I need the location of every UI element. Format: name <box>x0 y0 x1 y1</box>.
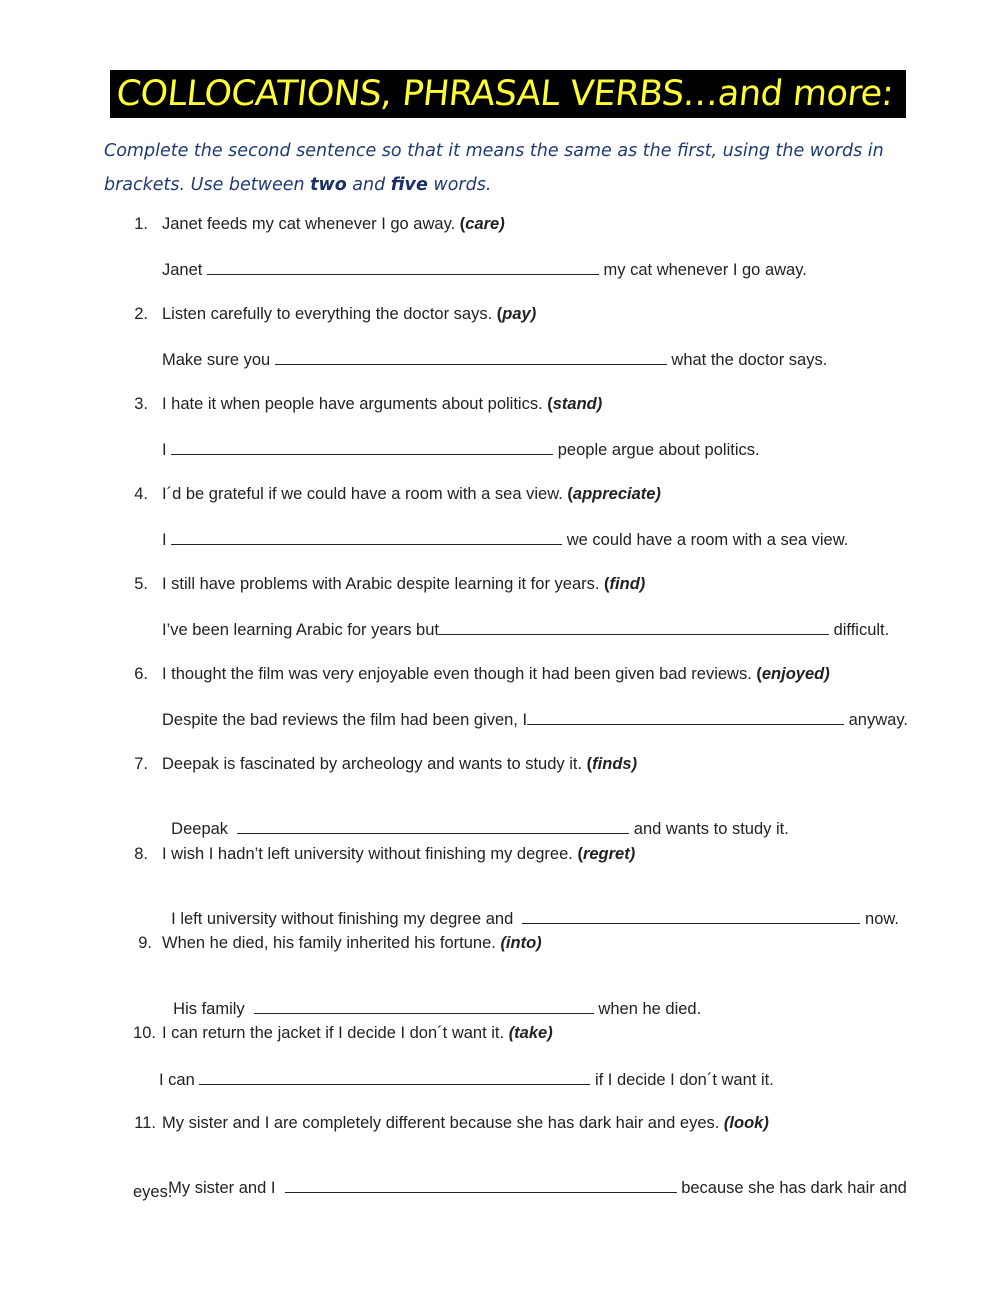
answer-prefix: I <box>162 531 172 549</box>
question-text: Deepak is fascinated by archeology and wants to study it. (finds) <box>162 755 638 773</box>
answer-blank[interactable] <box>275 350 667 365</box>
question-text: I can return the jacket if I decide I don´t want it. (take) <box>162 1024 553 1042</box>
keyword: pay) <box>502 305 537 323</box>
answer-line-5 <box>162 620 889 640</box>
question-number: 3. <box>134 395 148 413</box>
instructions-two: two <box>310 175 347 195</box>
answer-suffix: when he died. <box>593 1000 702 1018</box>
answer-suffix-wrap: eyes. <box>133 1183 173 1201</box>
keyword: appreciate) <box>572 485 661 503</box>
question-text: I thought the film was very enjoyable even though it had been given bad reviews. (enjoyed) <box>162 665 830 683</box>
answer-suffix: if I decide I don´t want it. <box>590 1071 774 1089</box>
question-number: 1. <box>134 215 148 233</box>
worksheet-title: COLLOCATIONS, PHRASAL VERBS…and more: <box>114 74 896 114</box>
answer-suffix: my cat whenever I go away. <box>598 261 807 279</box>
question-number: 2. <box>134 305 148 323</box>
question-text: Janet feeds my cat whenever I go away. (care) <box>162 215 505 233</box>
answer-blank[interactable] <box>522 909 860 924</box>
answer-suffix: what the doctor says. <box>666 351 828 369</box>
keyword: (into) <box>500 934 542 952</box>
keyword: enjoyed) <box>761 665 830 683</box>
answer-line-8 <box>162 890 899 929</box>
answer-blank[interactable] <box>199 1070 590 1085</box>
answer-line-9 <box>164 980 701 1019</box>
answer-line-7 <box>162 800 789 839</box>
answer-prefix: I left university without finishing my degree and <box>171 910 523 928</box>
keyword: care) <box>465 215 505 233</box>
keyword: stand) <box>552 395 603 413</box>
answer-prefix: Deepak <box>171 820 238 838</box>
question-number: 11. <box>134 1114 156 1132</box>
instructions-end: words. <box>427 175 492 195</box>
instructions-text: Complete the second sentence so that it means the same as the first, using the words in brackets. Use between <box>104 141 884 195</box>
answer-line-2 <box>162 350 827 370</box>
answer-suffix: and wants to study it. <box>629 820 789 838</box>
question-text: I still have problems with Arabic despite learning it for years. (find) <box>162 575 646 593</box>
answer-prefix: Janet <box>162 261 207 279</box>
answer-suffix: now. <box>860 910 899 928</box>
answer-blank[interactable] <box>527 710 844 725</box>
question-text: When he died, his family inherited his fortune. (into) <box>162 934 542 952</box>
answer-suffix: people argue about politics. <box>553 441 760 459</box>
answer-blank[interactable] <box>171 440 553 455</box>
keyword: find) <box>609 575 646 593</box>
answer-prefix: Despite the bad reviews the film had been given, I <box>162 711 528 729</box>
keyword: (take) <box>508 1024 553 1042</box>
question-text: Listen carefully to everything the doctor says. (pay) <box>162 305 537 323</box>
instructions <box>104 134 904 202</box>
title-banner <box>110 70 906 118</box>
question-number: 6. <box>134 665 148 683</box>
keyword: finds) <box>592 755 638 773</box>
answer-prefix: I can <box>159 1071 200 1089</box>
keyword: (look) <box>723 1114 769 1132</box>
answer-line-6 <box>162 710 908 730</box>
answer-blank[interactable] <box>285 1178 677 1193</box>
question-number: 7. <box>134 755 148 773</box>
answer-line-10 <box>159 1070 774 1090</box>
answer-blank[interactable] <box>439 620 829 635</box>
answer-blank[interactable] <box>254 999 594 1014</box>
question-number: 4. <box>134 485 148 503</box>
question-number: 8. <box>134 845 148 863</box>
answer-line-3 <box>162 440 760 460</box>
instructions-five: five <box>390 175 428 195</box>
answer-blank[interactable] <box>237 819 629 834</box>
answer-prefix: His family <box>173 1000 254 1018</box>
question-text: I hate it when people have arguments about politics. (stand) <box>162 395 603 413</box>
answer-suffix: difficult. <box>829 621 890 639</box>
answer-line-1 <box>162 260 807 280</box>
answer-line-11-continued <box>133 1183 172 1202</box>
question-number: 5. <box>134 575 148 593</box>
answer-prefix: I <box>162 441 172 459</box>
answer-suffix: anyway. <box>844 711 908 729</box>
answer-suffix: because she has dark hair and <box>676 1179 907 1197</box>
answer-prefix: Make sure you <box>162 351 275 369</box>
question-text: I´d be grateful if we could have a room with a sea view. (appreciate) <box>162 485 661 503</box>
answer-line-4 <box>162 530 848 550</box>
question-number: 9. <box>138 934 152 952</box>
question-number: 10. <box>133 1024 156 1042</box>
answer-prefix: My sister and I <box>168 1179 285 1197</box>
instructions-and: and <box>346 175 391 195</box>
answer-blank[interactable] <box>207 260 599 275</box>
answer-prefix: I’ve been learning Arabic for years but <box>162 621 439 639</box>
answer-suffix: we could have a room with a sea view. <box>562 531 849 549</box>
keyword: regret) <box>582 845 636 863</box>
answer-blank[interactable] <box>171 530 562 545</box>
question-text: I wish I hadn’t left university without finishing my degree. (regret) <box>162 845 636 863</box>
answer-line-11 <box>159 1159 907 1198</box>
question-text: My sister and I are completely different because she has dark hair and eyes. (look) <box>162 1114 769 1132</box>
